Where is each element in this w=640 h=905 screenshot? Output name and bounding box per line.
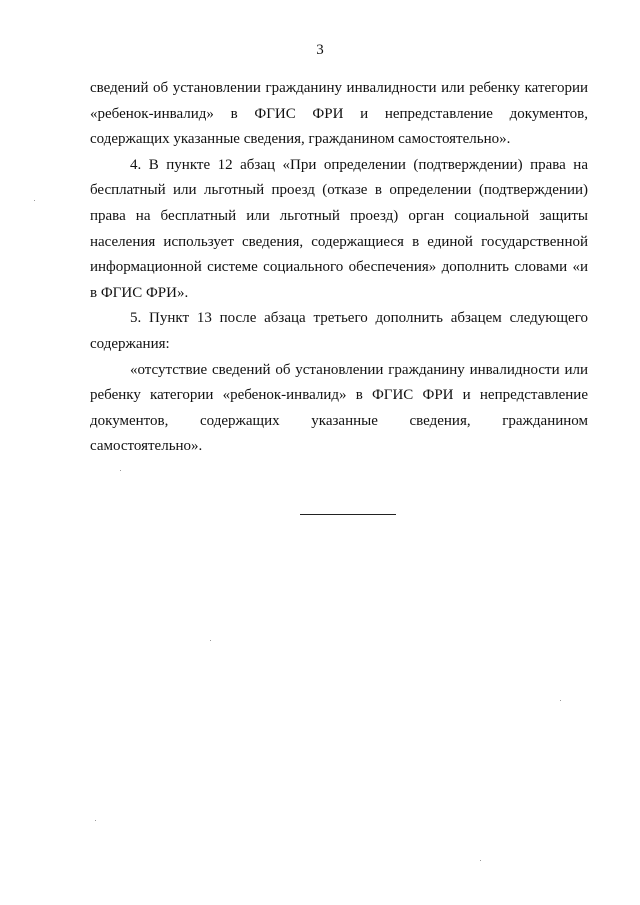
scan-speck — [480, 860, 481, 861]
page-number: 3 — [316, 42, 324, 58]
scan-speck — [210, 640, 211, 641]
paragraph-continuation: сведений об установлении гражданину инвалидности или ребенку категории «ребенок-инвалид» в ФГИС ФРИ и непредставление документов, содержащих указанные сведения, гражданином самостоятельно». — [90, 80, 588, 148]
scan-speck — [34, 200, 35, 201]
scan-speck — [95, 820, 96, 821]
paragraph-item-4: 4. В пункте 12 абзац «При определении (подтверждении) права на бесплатный или льготный проезд (отказе в определении (подтверждении) права на бесплатный или льготный проезд) орган социальной защиты населения использует сведения, содержащиеся в единой государственной информационной системе социального обеспечения» дополнить словами «и в ФГИС ФРИ». — [90, 156, 588, 301]
paragraph-quoted-addition: «отсутствие сведений об установлении гражданину инвалидности или ребенку категории «ребенок-инвалид» в ФГИС ФРИ и непредставление документов, содержащих указанные сведения, гражданином самостоятельно». — [90, 361, 588, 455]
paragraph-item-5: 5. Пункт 13 после абзаца третьего дополнить абзацем следующего содержания: — [90, 310, 588, 352]
end-divider-line — [300, 514, 396, 515]
scan-speck — [120, 470, 121, 471]
document-body — [90, 76, 588, 460]
scan-speck — [560, 700, 561, 701]
